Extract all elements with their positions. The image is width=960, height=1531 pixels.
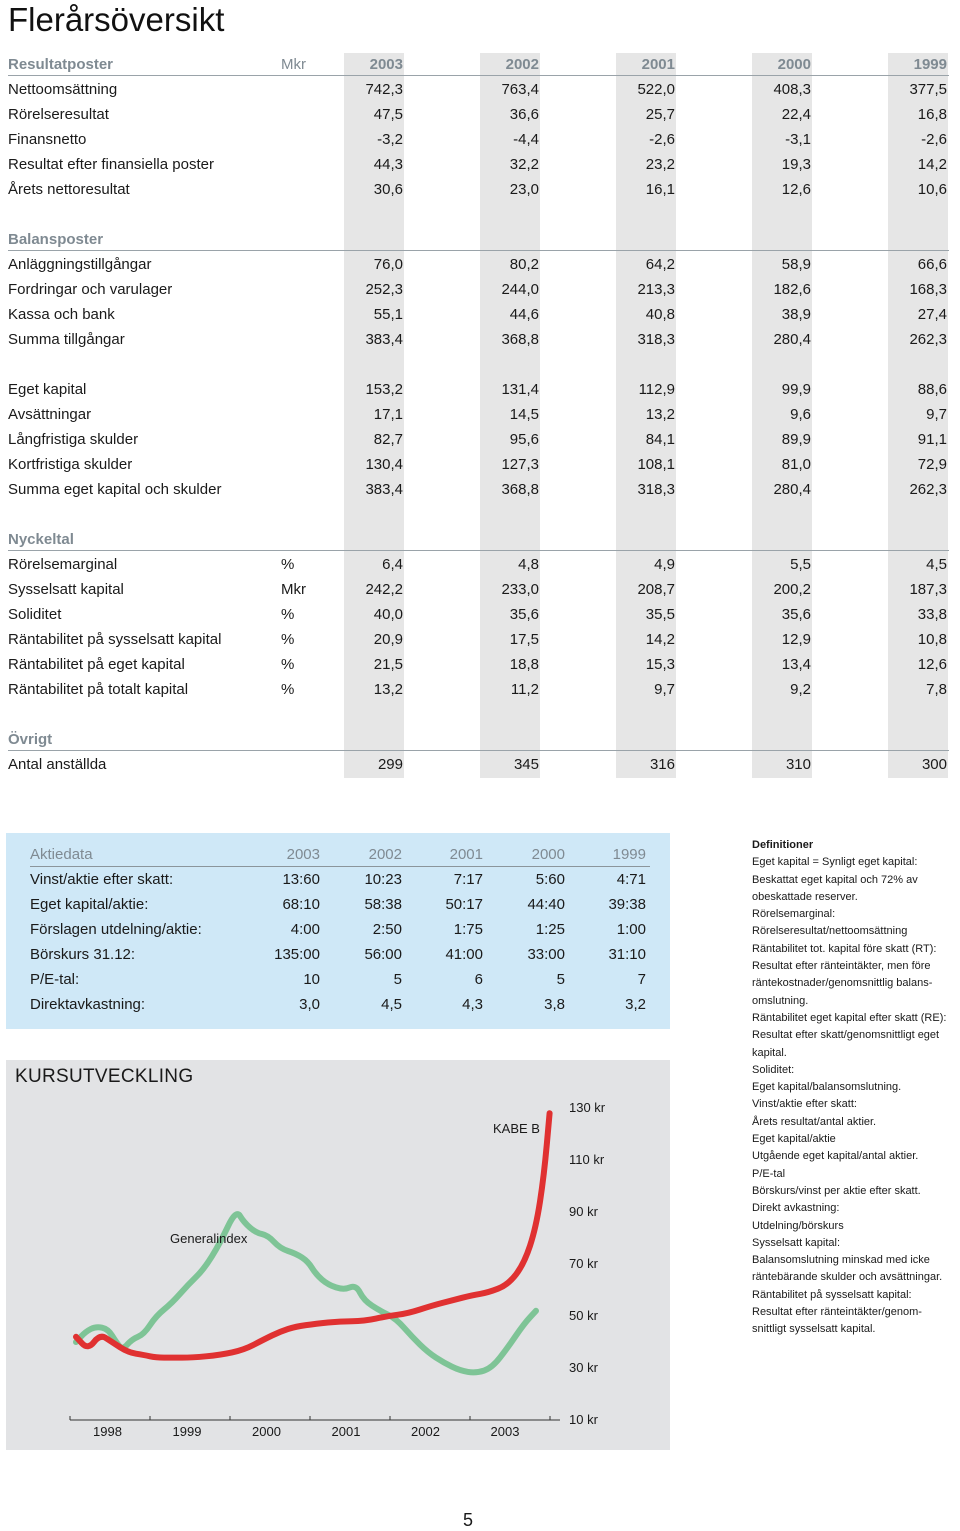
- cell-value: 11,2: [510, 681, 539, 698]
- year-header: 2000: [777, 56, 811, 73]
- aktiedata-value: 56:00: [364, 946, 402, 963]
- cell-value: 13,2: [373, 681, 403, 698]
- row-label: Fordringar och varulager: [8, 281, 173, 298]
- row-label: Summa tillgångar: [8, 331, 125, 348]
- cell-value: 200,2: [773, 581, 811, 598]
- cell-value: 213,3: [637, 281, 675, 298]
- definition-line: omslutning.: [752, 994, 809, 1007]
- row-unit: %: [281, 631, 295, 648]
- definition-line: Räntabilitet på sysselsatt kapital:: [752, 1288, 912, 1301]
- aktiedata-row: [30, 942, 650, 967]
- row-label: Summa eget kapital och skulder: [8, 481, 222, 498]
- section-gap: [0, 702, 960, 727]
- x-tick-label: 1998: [93, 1424, 122, 1439]
- chart-title: KURSUTVECKLING: [15, 1066, 194, 1087]
- definitions-heading: Definitioner: [752, 839, 814, 851]
- definition-line: Eget kapital/balansomslutning.: [752, 1081, 902, 1094]
- aktiedata-value: 10:23: [364, 871, 402, 888]
- cell-value: 5,5: [790, 556, 811, 573]
- row-label: Rörelseresultat: [8, 106, 109, 123]
- aktiedata-row: [30, 992, 650, 1017]
- year-header: 2002: [505, 56, 539, 73]
- series-label-kabe-b: KABE B: [493, 1121, 540, 1136]
- cell-value: 13,4: [781, 656, 811, 673]
- cell-value: 15,3: [645, 656, 675, 673]
- cell-value: 208,7: [637, 581, 675, 598]
- aktiedata-label: Förslagen utdelning/aktie:: [30, 921, 202, 938]
- cell-value: 14,2: [917, 156, 947, 173]
- row-label: Sysselsatt kapital: [8, 581, 124, 598]
- cell-value: 252,3: [365, 281, 403, 298]
- table-row: [0, 652, 960, 677]
- y-tick-label: 10 kr: [569, 1412, 598, 1427]
- y-tick-label: 110 kr: [569, 1152, 605, 1167]
- y-tick-label: 130 kr: [569, 1100, 606, 1115]
- y-tick-label: 70 kr: [569, 1256, 598, 1271]
- cell-value: 44,3: [373, 156, 403, 173]
- cell-value: 18,8: [509, 656, 539, 673]
- table-row: [0, 302, 960, 327]
- cell-value: 168,3: [909, 281, 947, 298]
- table-row: [0, 477, 960, 502]
- row-label: Kortfristiga skulder: [8, 456, 133, 473]
- cell-value: 35,5: [645, 606, 675, 623]
- cell-value: 66,6: [917, 256, 947, 273]
- aktiedata-value: 6: [474, 971, 483, 988]
- row-label: Räntabilitet på sysselsatt kapital: [8, 631, 222, 648]
- cell-value: 318,3: [637, 331, 675, 348]
- row-label: Långfristiga skulder: [8, 431, 139, 448]
- cell-value: 44,6: [509, 306, 539, 323]
- cell-value: 35,6: [781, 606, 811, 623]
- aktiedata-value: 1:75: [453, 921, 483, 938]
- cell-value: 30,6: [373, 181, 403, 198]
- cell-value: 22,4: [781, 106, 811, 123]
- section-header-row: [0, 52, 960, 77]
- table-row: [0, 452, 960, 477]
- y-tick-label: 90 kr: [569, 1204, 598, 1219]
- cell-value: 131,4: [501, 381, 539, 398]
- cell-value: 80,2: [509, 256, 539, 273]
- row-label: Resultat efter finansiella poster: [8, 156, 214, 173]
- year-header: 2003: [286, 846, 320, 863]
- aktiedata-value: 4:71: [616, 871, 646, 888]
- cell-value: 242,2: [365, 581, 403, 598]
- cell-value: 108,1: [637, 456, 675, 473]
- cell-value: 14,5: [509, 406, 539, 423]
- cell-value: -3,2: [377, 131, 403, 148]
- cell-value: 25,7: [645, 106, 675, 123]
- cell-value: 9,7: [926, 406, 947, 423]
- cell-value: 408,3: [773, 81, 811, 98]
- cell-value: 383,4: [365, 331, 403, 348]
- aktiedata-value: 3,2: [625, 996, 646, 1013]
- cell-value: 47,5: [373, 106, 403, 123]
- definition-line: räntebärande skulder och avsättningar.: [752, 1271, 943, 1284]
- definition-line: kapital.: [752, 1046, 787, 1059]
- cell-value: 742,3: [365, 81, 403, 98]
- definition-line: Räntabilitet eget kapital efter skatt (RE):: [752, 1011, 947, 1024]
- cell-value: -3,1: [785, 131, 811, 148]
- cell-value: -2,6: [649, 131, 675, 148]
- row-label: Soliditet: [8, 606, 62, 623]
- definition-line: snittligt sysselsatt kapital.: [752, 1323, 876, 1336]
- definition-line: Utgående eget kapital/antal aktier.: [752, 1150, 919, 1163]
- cell-value: 76,0: [373, 256, 403, 273]
- cell-value: 310: [785, 756, 811, 773]
- page-title: Flerårsöversikt: [8, 1, 225, 38]
- cell-value: 88,6: [917, 381, 947, 398]
- section-header: Resultatposter: [8, 56, 114, 73]
- definition-line: Balansomslutning minskad med icke: [752, 1254, 930, 1267]
- aktiedata-value: 4,3: [462, 996, 483, 1013]
- cell-value: 9,6: [790, 406, 811, 423]
- y-tick-label: 50 kr: [569, 1308, 598, 1323]
- cell-value: 522,0: [637, 81, 675, 98]
- definition-line: Årets resultat/antal aktier.: [752, 1115, 877, 1128]
- x-tick-label: 2000: [252, 1424, 281, 1439]
- section-header-row: [0, 227, 960, 252]
- cell-value: 345: [513, 756, 539, 773]
- x-tick-label: 1999: [172, 1424, 202, 1439]
- aktiedata-label: Vinst/aktie efter skatt:: [30, 871, 174, 888]
- cell-value: 182,6: [773, 281, 811, 298]
- cell-value: 33,8: [917, 606, 947, 623]
- table-row: [0, 377, 960, 402]
- definition-line: Resultat efter ränteintäkter/genom-: [752, 1306, 922, 1319]
- year-header: 2001: [449, 846, 483, 863]
- definition-line: Beskattat eget kapital och 72% av: [752, 873, 918, 886]
- table-row: [0, 602, 960, 627]
- row-label: Räntabilitet på totalt kapital: [8, 681, 189, 698]
- cell-value: 12,9: [781, 631, 811, 648]
- section-gap: [0, 502, 960, 527]
- row-label: Nettoomsättning: [8, 81, 118, 98]
- aktiedata-label: Eget kapital/aktie:: [30, 896, 149, 913]
- cell-value: 20,9: [373, 631, 403, 648]
- cell-value: -2,6: [921, 131, 947, 148]
- cell-value: 280,4: [773, 481, 811, 498]
- cell-value: 262,3: [909, 331, 947, 348]
- aktiedata-value: 1:00: [616, 921, 646, 938]
- cell-value: 318,3: [637, 481, 675, 498]
- cell-value: 187,3: [909, 581, 947, 598]
- definition-line: Resultat efter ränteintäkter, men före: [752, 960, 931, 973]
- row-unit: Mkr: [281, 581, 306, 598]
- definition-line: Utdelning/börskurs: [752, 1219, 844, 1232]
- aktiedata-row: [30, 967, 650, 992]
- table-row: [0, 427, 960, 452]
- aktiedata-value: 5: [556, 971, 565, 988]
- aktiedata-value: 1:25: [535, 921, 565, 938]
- row-unit: %: [281, 556, 295, 573]
- definition-line: obeskattade reserver.: [752, 890, 858, 903]
- cell-value: 130,4: [365, 456, 403, 473]
- definitions-panel: [752, 837, 960, 1339]
- unit-header: Mkr: [281, 56, 306, 73]
- aktiedata-value: 39:38: [608, 896, 646, 913]
- section-gap: [0, 202, 960, 227]
- aktiedata-title: Aktiedata: [30, 846, 93, 863]
- table-row: [0, 402, 960, 427]
- aktiedata-value: 44:40: [527, 896, 565, 913]
- cell-value: 23,2: [645, 156, 675, 173]
- aktiedata-value: 13:60: [282, 871, 320, 888]
- cell-value: 4,8: [518, 556, 539, 573]
- section-header: Nyckeltal: [8, 531, 74, 548]
- aktiedata-value: 7: [637, 971, 646, 988]
- cell-value: 40,8: [645, 306, 675, 323]
- cell-value: 244,0: [501, 281, 539, 298]
- cell-value: 84,1: [645, 431, 675, 448]
- table-row: [0, 677, 960, 702]
- definition-line: Resultat efter skatt/genomsnittligt eget: [752, 1029, 940, 1042]
- definition-line: P/E-tal: [752, 1167, 786, 1180]
- aktiedata-value: 4:00: [290, 921, 320, 938]
- table-row: [0, 127, 960, 152]
- row-label: Kassa och bank: [8, 306, 115, 323]
- cell-value: 17,5: [509, 631, 539, 648]
- section-header-row: [0, 727, 960, 752]
- section-header-row: [0, 527, 960, 552]
- table-row: [0, 102, 960, 127]
- aktiedata-value: 3,0: [299, 996, 320, 1013]
- table-row: [0, 177, 960, 202]
- cell-value: 35,6: [509, 606, 539, 623]
- cell-value: 38,9: [781, 306, 811, 323]
- table-row: [0, 152, 960, 177]
- aktiedata-value: 10: [303, 971, 320, 988]
- cell-value: 14,2: [645, 631, 675, 648]
- definition-line: Räntabilitet tot. kapital före skatt (RT):: [752, 942, 937, 955]
- aktiedata-label: Direktavkastning:: [30, 996, 146, 1013]
- definition-line: Börskurs/vinst per aktie efter skatt.: [752, 1184, 921, 1197]
- aktiedata-value: 68:10: [282, 896, 320, 913]
- cell-value: 299: [377, 756, 403, 773]
- section-gap: [0, 352, 960, 377]
- row-label: Anläggningstillgångar: [8, 256, 152, 273]
- financial-overview-table: [0, 52, 960, 777]
- table-row: [0, 752, 960, 777]
- cell-value: 40,0: [373, 606, 403, 623]
- cell-value: 316: [649, 756, 675, 773]
- cell-value: 4,5: [926, 556, 947, 573]
- cell-value: 280,4: [773, 331, 811, 348]
- aktiedata-value: 135:00: [274, 946, 320, 963]
- aktiedata-label: P/E-tal:: [30, 971, 80, 988]
- row-label: Räntabilitet på eget kapital: [8, 656, 185, 673]
- table-row: [0, 577, 960, 602]
- cell-value: 13,2: [645, 406, 675, 423]
- cell-value: 27,4: [917, 306, 947, 323]
- table-row: [0, 252, 960, 277]
- cell-value: 99,9: [781, 381, 811, 398]
- aktiedata-row: [30, 917, 650, 942]
- cell-value: 72,9: [917, 456, 947, 473]
- cell-value: 16,8: [917, 106, 947, 123]
- row-unit: %: [281, 681, 295, 698]
- cell-value: 21,5: [373, 656, 403, 673]
- table-row: [0, 627, 960, 652]
- year-header: 1999: [913, 56, 947, 73]
- x-tick-label: 2003: [490, 1424, 520, 1439]
- cell-value: 16,1: [645, 181, 675, 198]
- cell-value: -4,4: [513, 131, 539, 148]
- aktiedata-value: 31:10: [608, 946, 646, 963]
- aktiedata-value: 2:50: [372, 921, 402, 938]
- aktiedata-value: 5:60: [535, 871, 565, 888]
- cell-value: 9,7: [654, 681, 675, 698]
- row-label: Rörelsemarginal: [8, 556, 118, 573]
- aktiedata-value: 4,5: [381, 996, 402, 1013]
- cell-value: 763,4: [501, 81, 539, 98]
- page-number: 5: [463, 1510, 474, 1530]
- definition-line: Eget kapital/aktie: [752, 1133, 836, 1146]
- cell-value: 95,6: [509, 431, 539, 448]
- cell-value: 127,3: [501, 456, 539, 473]
- row-unit: %: [281, 606, 295, 623]
- year-header: 2000: [531, 846, 565, 863]
- row-label: Eget kapital: [8, 381, 87, 398]
- definition-line: Sysselsatt kapital:: [752, 1236, 841, 1249]
- definition-line: Rörelsemarginal:: [752, 908, 836, 921]
- x-tick-label: 2002: [411, 1424, 440, 1439]
- cell-value: 368,8: [501, 331, 539, 348]
- cell-value: 153,2: [365, 381, 403, 398]
- cell-value: 6,4: [382, 556, 403, 573]
- cell-value: 233,0: [501, 581, 539, 598]
- table-row: [0, 327, 960, 352]
- aktiedata-label: Börskurs 31.12:: [30, 946, 136, 963]
- cell-value: 10,6: [917, 181, 947, 198]
- series-label-generalindex: Generalindex: [170, 1231, 248, 1246]
- aktiedata-box: [6, 833, 670, 1029]
- cell-value: 81,0: [781, 456, 811, 473]
- y-tick-label: 30 kr: [569, 1360, 598, 1375]
- year-header: 2002: [368, 846, 402, 863]
- cell-value: 368,8: [501, 481, 539, 498]
- table-row: [0, 552, 960, 577]
- definition-line: Soliditet:: [752, 1063, 795, 1076]
- aktiedata-value: 58:38: [364, 896, 402, 913]
- aktiedata-value: 7:17: [453, 871, 483, 888]
- cell-value: 64,2: [645, 256, 675, 273]
- cell-value: 9,2: [790, 681, 811, 698]
- year-header: 2001: [641, 56, 675, 73]
- cell-value: 55,1: [373, 306, 403, 323]
- row-label: Avsättningar: [8, 406, 92, 423]
- definition-line: räntekostnader/genomsnittlig balans-: [752, 977, 933, 990]
- row-unit: %: [281, 656, 295, 673]
- aktiedata-row: [30, 867, 650, 892]
- cell-value: 7,8: [926, 681, 947, 698]
- year-header: 2003: [369, 56, 403, 73]
- definition-line: Rörelseresultat/nettoomsättning: [752, 925, 908, 938]
- cell-value: 32,2: [509, 156, 539, 173]
- cell-value: 19,3: [781, 156, 811, 173]
- cell-value: 10,8: [917, 631, 947, 648]
- cell-value: 262,3: [909, 481, 947, 498]
- cell-value: 383,4: [365, 481, 403, 498]
- definition-line: Direkt avkastning:: [752, 1202, 840, 1215]
- aktiedata-value: 41:00: [445, 946, 483, 963]
- cell-value: 58,9: [781, 256, 811, 273]
- cell-value: 23,0: [509, 181, 539, 198]
- cell-value: 300: [921, 756, 947, 773]
- aktiedata-header-row: [30, 842, 650, 867]
- aktiedata-value: 3,8: [544, 996, 565, 1013]
- aktiedata-value: 5: [393, 971, 402, 988]
- aktiedata-value: 33:00: [527, 946, 565, 963]
- cell-value: 4,9: [654, 556, 675, 573]
- cell-value: 112,9: [638, 381, 675, 398]
- cell-value: 91,1: [917, 431, 947, 448]
- table-row: [0, 77, 960, 102]
- definition-line: Eget kapital = Synligt eget kapital:: [752, 856, 918, 869]
- aktiedata-row: [30, 892, 650, 917]
- definition-line: Vinst/aktie efter skatt:: [752, 1098, 857, 1111]
- table-row: [0, 277, 960, 302]
- cell-value: 82,7: [373, 431, 403, 448]
- cell-value: 17,1: [373, 406, 403, 423]
- section-header: Balansposter: [8, 231, 104, 248]
- row-label: Finansnetto: [8, 131, 87, 148]
- cell-value: 89,9: [781, 431, 811, 448]
- cell-value: 36,6: [509, 106, 539, 123]
- cell-value: 377,5: [909, 81, 947, 98]
- section-header: Övrigt: [8, 731, 53, 748]
- row-label: Årets nettoresultat: [8, 181, 130, 198]
- cell-value: 12,6: [781, 181, 811, 198]
- row-label: Antal anställda: [8, 756, 107, 773]
- cell-value: 12,6: [917, 656, 947, 673]
- x-tick-label: 2001: [331, 1424, 361, 1439]
- year-header: 1999: [612, 846, 646, 863]
- aktiedata-value: 50:17: [445, 896, 483, 913]
- share-price-chart-background: [6, 1060, 670, 1450]
